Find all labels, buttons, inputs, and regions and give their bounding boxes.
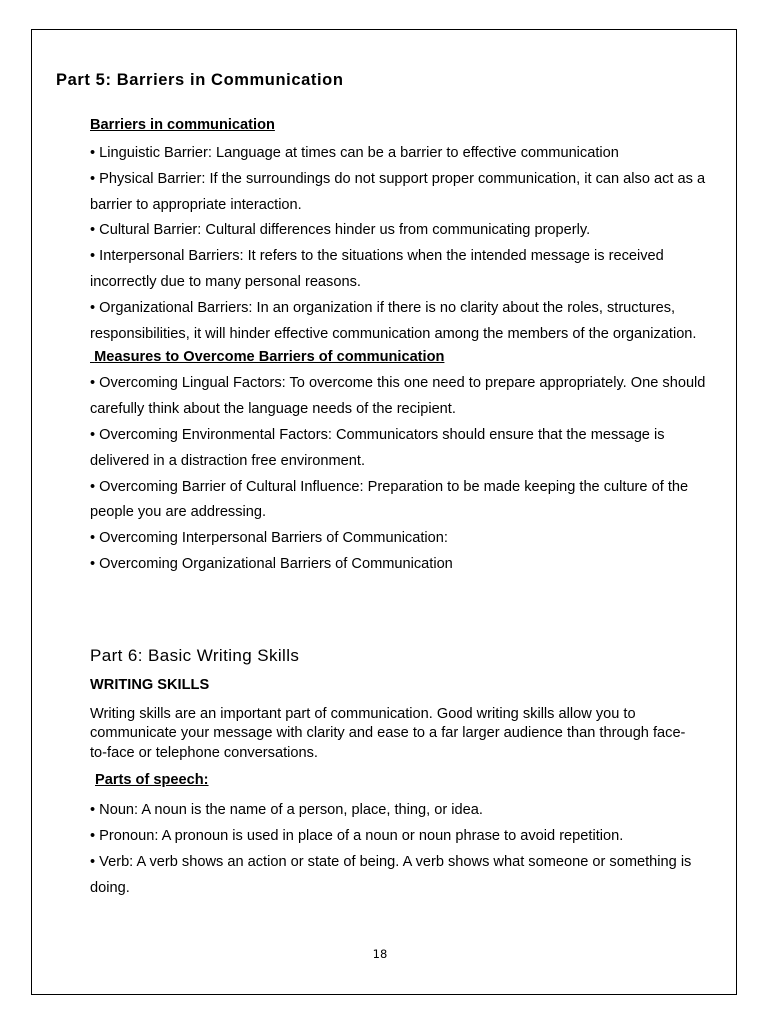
list-item: • Verb: A verb shows an action or state of being. A verb shows what someone or something is doing.: [90, 854, 692, 896]
list-item: • Overcoming Barrier of Cultural Influence: Preparation to be made keeping the culture of the people you are addressing.: [90, 478, 689, 521]
list-item: • Noun: A noun is the name of a person, place, thing, or idea.: [90, 802, 483, 818]
writing-skills-title: WRITING SKILLS: [90, 677, 210, 693]
writing-skills-paragraph: Writing skills are an important part of communication. Good writing skills allow you to communicate your message with clarity and ease to a far larger audience than through face-to-face or telephone conversations.: [90, 706, 686, 761]
part5-heading: Part 5: Barriers in Communication: [56, 71, 344, 89]
list-item: • Linguistic Barrier: Language at times can be a barrier to effective communication: [90, 145, 619, 161]
page-number: 18: [372, 947, 388, 961]
part6-heading: Part 6: Basic Writing Skills: [90, 646, 300, 665]
barriers-subheading: Barriers in communication: [90, 117, 275, 133]
list-item: • Pronoun: A pronoun is used in place of a noun or noun phrase to avoid repetition.: [90, 828, 624, 844]
list-item: • Overcoming Organizational Barriers of Communication: [90, 555, 453, 572]
list-item: • Overcoming Lingual Factors: To overcome this one need to prepare appropriately. One should carefully think about the language needs of the recipient.: [90, 375, 706, 418]
list-item: • Organizational Barriers: In an organization if there is no clarity about the roles, structures, responsibilities, it will hinder effective communication among the members of the organization.: [90, 299, 697, 342]
parts-of-speech-title: Parts of speech:: [95, 772, 209, 788]
list-item: • Interpersonal Barriers: It refers to the situations when the intended message is received incorrectly due to many personal reasons.: [90, 248, 664, 290]
parts-of-speech-content: [90, 797, 715, 901]
list-item: • Overcoming Interpersonal Barriers of Communication:: [90, 530, 448, 547]
list-item: • Physical Barrier: If the surroundings do not support proper communication, it can also act as a barrier to appropriate interaction.: [90, 170, 706, 213]
measures-list: [90, 371, 715, 577]
measures-subheading-text: Measures to Overcome Barriers of communication: [94, 349, 445, 366]
measures-subheading: [90, 348, 715, 367]
part5-content: [90, 116, 715, 578]
barriers-list: [90, 141, 715, 347]
list-item: • Cultural Barrier: Cultural differences hinder us from communicating properly.: [90, 222, 591, 239]
list-item: • Overcoming Environmental Factors: Communicators should ensure that the message is delivered in a distraction free environment.: [90, 426, 665, 469]
parts-of-speech-list: [90, 797, 715, 901]
